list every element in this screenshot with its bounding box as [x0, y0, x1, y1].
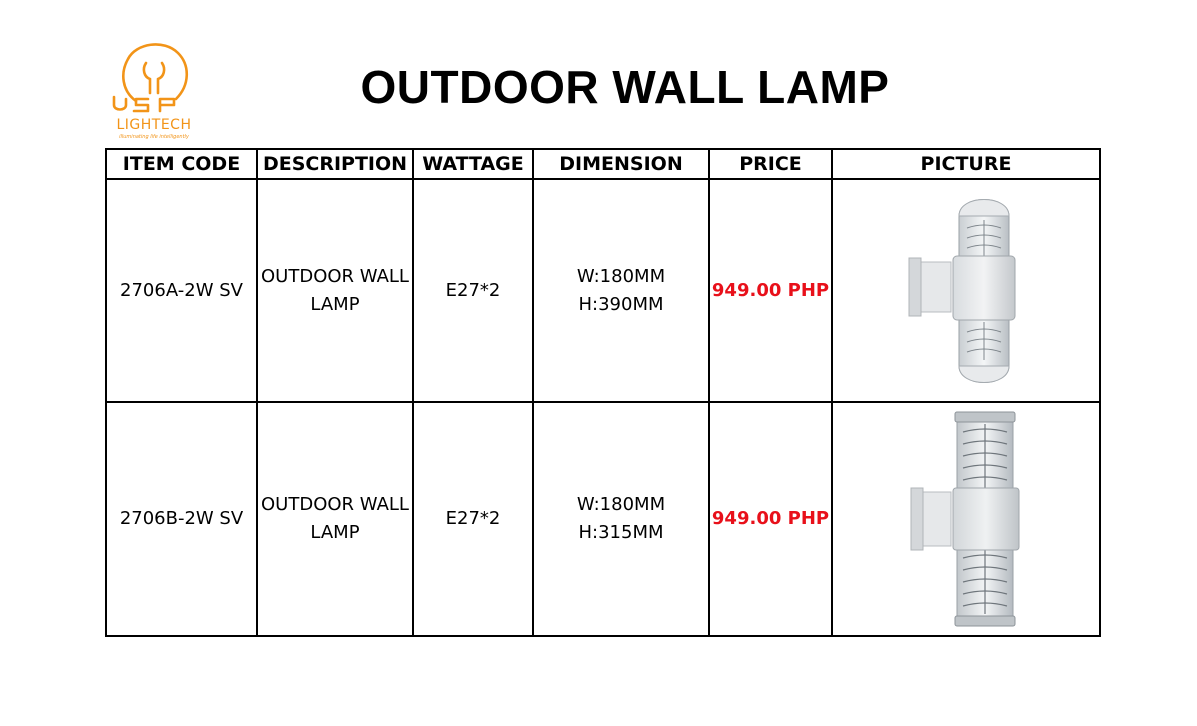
header-price: PRICE: [709, 149, 832, 179]
picture-cell: [832, 402, 1100, 636]
picture-cell: [832, 179, 1100, 402]
description-line: LAMP: [310, 522, 360, 543]
description-cell: [257, 402, 413, 636]
item-code: 2706B-2W SV: [106, 402, 257, 636]
price: 949.00 PHP: [709, 402, 832, 636]
outdoor-wall-lamp-rounded-icon: [901, 188, 1031, 393]
table-header-row: [106, 149, 1100, 179]
header-picture: PICTURE: [832, 149, 1100, 179]
header-item-code: ITEM CODE: [106, 149, 257, 179]
dimension-width: W:180MM: [576, 494, 666, 515]
header-dimension: DIMENSION: [533, 149, 709, 179]
product-table: [105, 148, 1101, 637]
description-line: OUTDOOR WALL: [261, 265, 409, 287]
description-line: OUTDOOR WALL: [261, 494, 409, 515]
item-code: 2706A-2W SV: [106, 179, 257, 402]
table-row: [106, 402, 1100, 636]
dimension-cell: [533, 402, 709, 636]
table-row: [106, 179, 1100, 402]
brand-tagline: illuminating life intelligently: [119, 134, 189, 140]
dimension-height: H:315MM: [578, 522, 664, 543]
page-title: OUTDOOR WALL LAMP: [360, 61, 890, 113]
wattage: E27*2: [413, 179, 533, 402]
dimension-cell: [533, 179, 709, 402]
wattage: E27*2: [413, 402, 533, 636]
price: 949.00 PHP: [709, 179, 832, 402]
description-line: LAMP: [310, 293, 360, 315]
header-wattage: WATTAGE: [413, 149, 533, 179]
dimension-width: W:180MM: [576, 265, 666, 287]
dimension-height: H:390MM: [578, 293, 664, 315]
header-description: DESCRIPTION: [257, 149, 413, 179]
brand-name: LIGHTECH: [116, 117, 192, 133]
outdoor-wall-lamp-flat-icon: [901, 408, 1031, 630]
description-cell: [257, 179, 413, 402]
